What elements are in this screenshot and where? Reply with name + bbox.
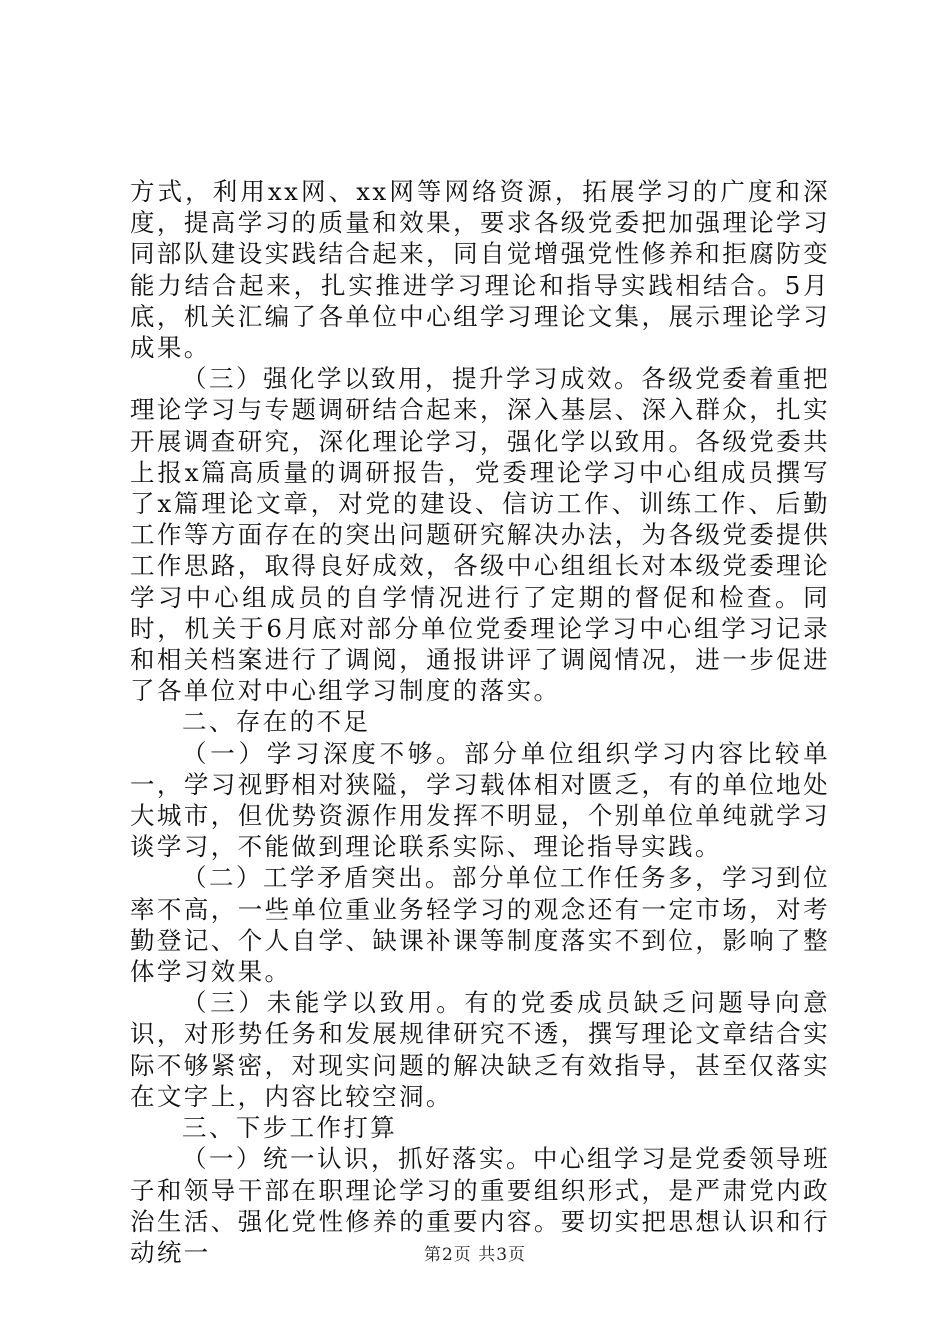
paragraph-continuation: 方式，利用xx网、xx网等网络资源，拓展学习的广度和深度，提高学习的质量和效果，要求各级党委把加强理论学习同部队建设实践结合起来，同自觉增强党性修养和拒腐防变能力结合起来，扎实推进学习理论和指导实践相结合。5月底，机关汇编了各单位中心组学习理论文集，展示理论学习成果。 bbox=[130, 177, 830, 363]
document-body bbox=[130, 176, 830, 1268]
section-heading-next-steps: 三、下步工作打算 bbox=[182, 1113, 398, 1143]
paragraph-work-study-conflict: （二）工学矛盾突出。部分单位工作任务多，学习到位率不高，一些单位重业务轻学习的观念还有一定市场，对考勤登记、个人自学、缺课补课等制度落实不到位，影响了整体学习效果。 bbox=[130, 863, 830, 987]
paragraph-insufficient-depth: （一）学习深度不够。部分单位组织学习内容比较单一，学习视野相对狭隘，学习载体相对匮乏，有的单位地处大城市，但优势资源作用发挥不明显，个别单位单纯就学习谈学习，不能做到理论联系实际、理论指导实践。 bbox=[130, 738, 830, 862]
paragraph-unify-understanding: （一）统一认识，抓好落实。中心组学习是党委领导班子和领导干部在职理论学习的重要组织形式，是严肃党内政治生活、强化党性修养的重要内容。要切实把思想认识和行动统一 bbox=[130, 1144, 830, 1267]
section-heading-shortcomings: 二、存在的不足 bbox=[182, 707, 371, 737]
paragraph-strengthen-application: （三）强化学以致用，提升学习成效。各级党委着重把理论学习与专题调研结合起来，深入基层、深入群众，扎实开展调查研究，深化理论学习，强化学以致用。各级党委共上报x篇高质量的调研报告，党委理论学习中心组成员撰写了x篇理论文章，对党的建设、信访工作、训练工作、后勤工作等方面存在的突出问题研究解决办法，为各级党委提供工作思路，取得良好成效，各级中心组组长对本级党委理论学习中心组成员的自学情况进行了定期的督促和检查。同时，机关于6月底对部分单位党委理论学习中心组学习记录和相关档案进行了调阅，通报讲评了调阅情况，进一步促进了各单位对中心组学习制度的落实。 bbox=[130, 364, 830, 706]
paragraph-not-applied: （三）未能学以致用。有的党委成员缺乏问题导向意识，对形势任务和发展规律研究不透，撰写理论文章结合实际不够紧密，对现实问题的解决缺乏有效指导，甚至仅落实在文字上，内容比较空洞。 bbox=[130, 988, 830, 1111]
page-footer: 第2页 共3页 bbox=[423, 1245, 527, 1265]
